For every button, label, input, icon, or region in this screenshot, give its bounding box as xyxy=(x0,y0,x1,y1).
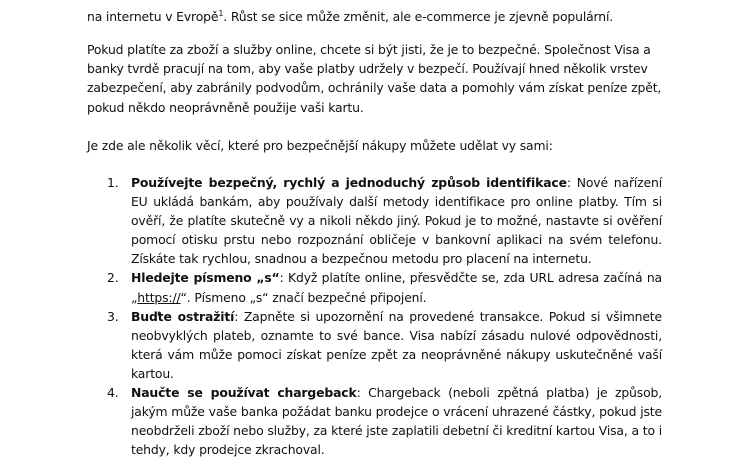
list-item xyxy=(107,307,662,383)
tip-title: Naučte se používat chargeback xyxy=(131,385,357,401)
tip-text-after: “. Písmeno „s“ značí bezpečné připojení. xyxy=(180,289,427,305)
ecommerce-text-start: na internetu v Evropě xyxy=(87,9,219,25)
tip-text: : Zapněte si upozornění na provedené transakce. Pokud si všimnete neobvyklých plateb, oznamte to své bance. Visa nabízí zásadu nulové odpovědnosti, která vám může pomoci získat peníze zpět za neoprávněné nákupy uskutečněné vaší kartou. xyxy=(131,308,662,381)
tip-text: : Chargeback (neboli zpětná platba) je způsob, jakým může vaše banka požádat banku prodejce o vrácení uhrazené částky, pokud jste neobdrželi zboží nebo služby, za které jste zaplatili debetní či kreditní kartou Visa, a to i tehdy, kdy prodejce zkrachoval. xyxy=(131,385,663,458)
list-item xyxy=(107,268,662,306)
list-number: 1. xyxy=(107,175,119,190)
tip-title: Hledejte písmeno „s“ xyxy=(131,270,280,286)
paragraph-tips-intro: Je zde ale několik věcí, které pro bezpečnější nákupy můžete udělat vy sami: xyxy=(87,138,553,153)
list-number: 2. xyxy=(107,270,119,286)
footnote-ref[interactable]: 1 xyxy=(218,9,224,19)
tip-text: : Nové nařízení EU ukládá bankám, aby používaly další metody identifikace pro online platby. Tím si ověří, že platíte skutečně vy a nikoli někdo jiný. Pokud je to možné, nastavte si ověření pomocí otisku prstu nebo rozpoznání obličeje v bankovní aplikaci na svém telefonu. Získáte tak rychlou, snadnou a bezpečnou metodu pro placení na internetu. xyxy=(131,175,662,267)
list-number: 4. xyxy=(107,385,119,401)
tips-list xyxy=(107,173,662,459)
tip-title: Buďte ostražití xyxy=(131,308,235,324)
https-link[interactable]: https:// xyxy=(137,289,181,305)
list-item xyxy=(107,173,662,268)
tip-title: Používejte bezpečný, rychlý a jednoduchý způsob identifikace xyxy=(131,175,567,190)
list-item xyxy=(107,383,662,459)
ecommerce-text-end: . Růst se sice může změnit, ale e-commerce je zjevně populární. xyxy=(223,9,614,25)
tip-text-before: : Když platíte online, přesvědčte se, zda URL adresa začíná na „ xyxy=(131,270,662,305)
paragraph-ecommerce-growth xyxy=(87,0,667,26)
list-number: 3. xyxy=(107,308,119,324)
paragraph-visa-security: Pokud platíte za zboží a služby online, chcete si být jisti, že je to bezpečné. Společnost Visa a banky tvrdě pracují na tom, aby vaše platby udržely v bezpečí. Používají hned několik vrstev zabezpečení, aby zabránily podvodům, ochránily vaše data a pomohly vám získat peníze zpět, pokud někdo neoprávněně použije vaši kartu. xyxy=(87,42,662,115)
